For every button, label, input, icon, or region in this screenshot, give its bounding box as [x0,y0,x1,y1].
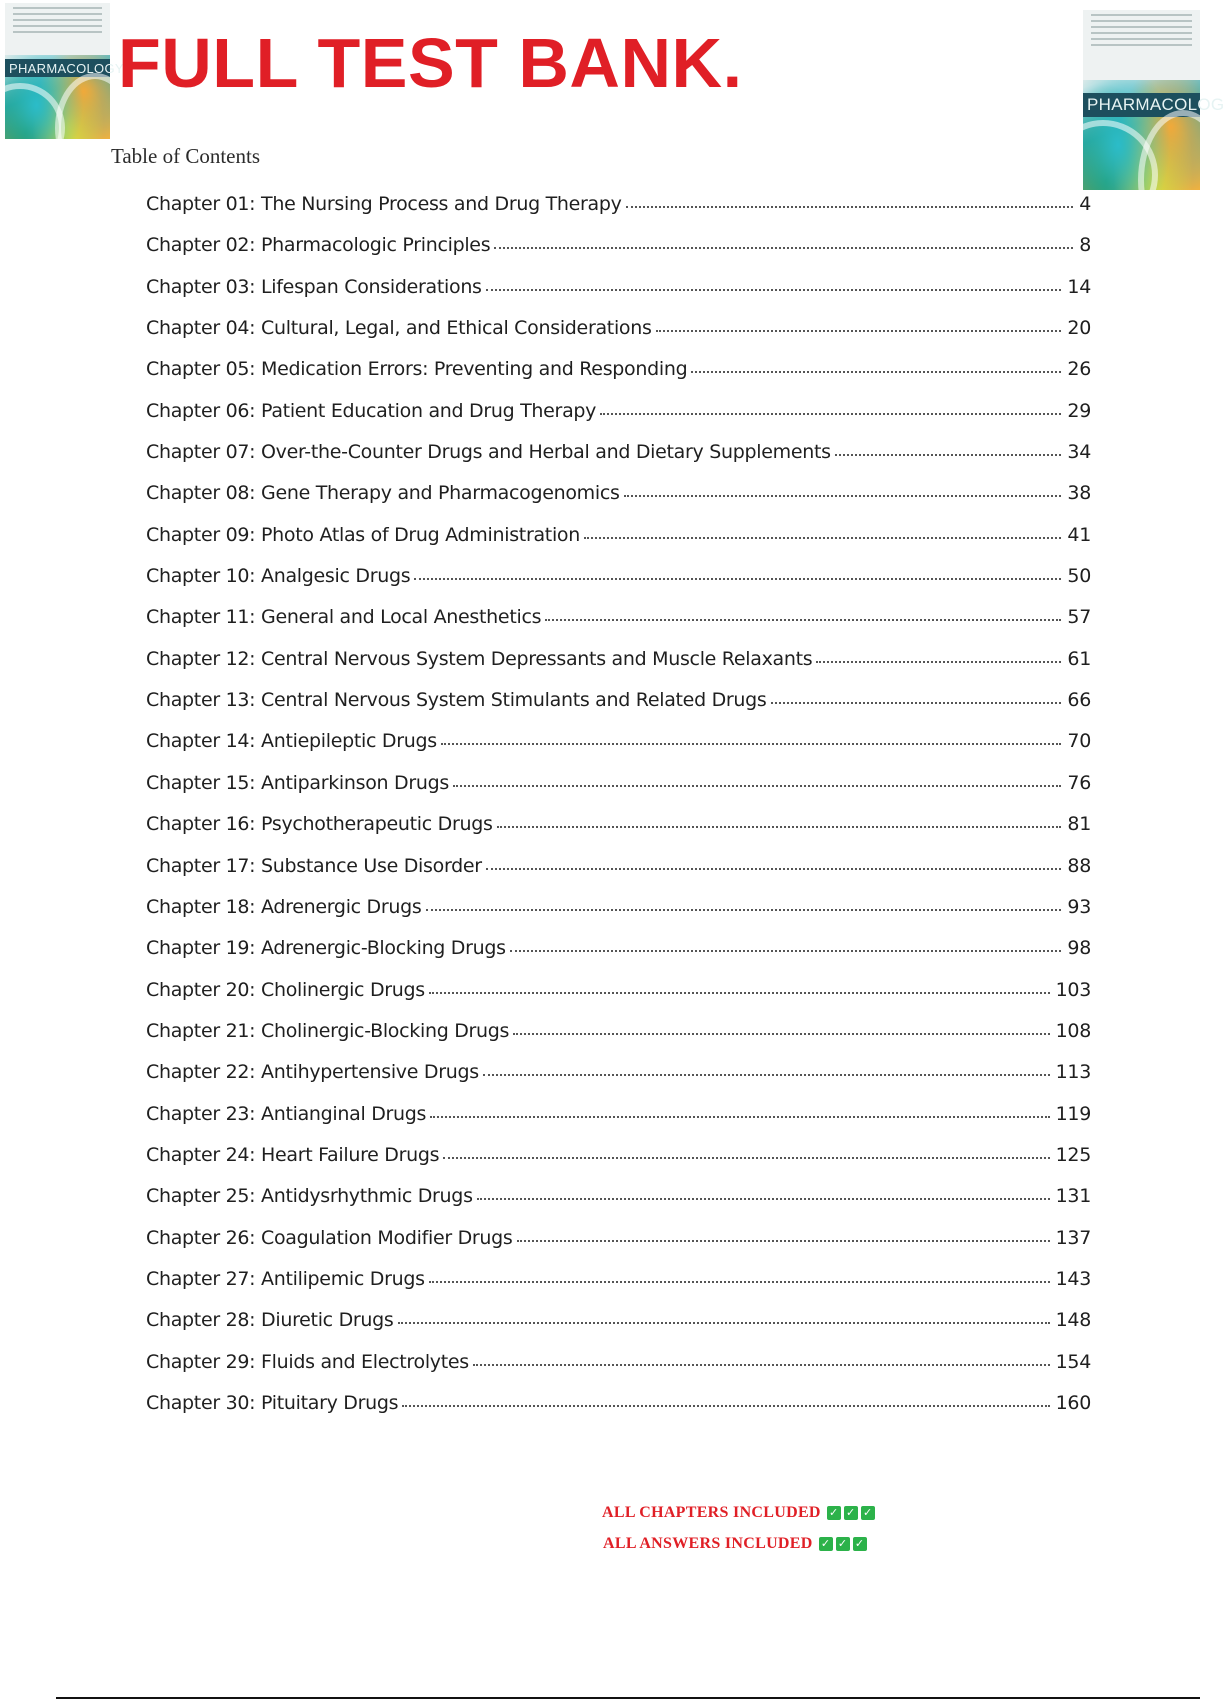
toc-entry-title: Chapter 06: Patient Education and Drug Therapy [146,399,597,422]
toc-entry-title: Chapter 26: Coagulation Modifier Drugs [146,1226,513,1249]
toc-entry-page: 38 [1067,482,1091,505]
check-icon: ✓ [844,1506,858,1520]
toc-entry-page: 61 [1067,647,1091,670]
toc-entry[interactable] [146,234,1091,275]
toc-entry-page: 119 [1055,1102,1091,1125]
toc-entry-page: 50 [1067,565,1091,588]
toc-dot-leader [626,204,1074,208]
toc-heading: Table of Contents [111,144,260,168]
toc-entry-page: 125 [1055,1143,1091,1166]
toc-dot-leader [494,245,1073,249]
toc-dot-leader [510,948,1062,952]
toc-entry-title: Chapter 18: Adrenergic Drugs [146,895,422,918]
toc-entry-title: Chapter 13: Central Nervous System Stimulants and Related Drugs [146,689,767,712]
toc-entry-page: 20 [1067,317,1091,340]
page-title: FULL TEST BANK. [118,24,743,102]
toc-entry-page: 98 [1067,937,1091,960]
toc-entry-title: Chapter 12: Central Nervous System Depressants and Muscle Relaxants [146,647,813,670]
check-marks [819,1537,870,1551]
toc-entry-title: Chapter 10: Analgesic Drugs [146,565,411,588]
toc-entry-title: Chapter 17: Substance Use Disorder [146,854,482,877]
cover-left-label: PHARMACOLOGY [5,59,110,77]
toc-entry-page: 154 [1055,1350,1091,1373]
toc-dot-leader [414,576,1061,580]
toc-entry-page: 70 [1067,730,1091,753]
toc-entry-page: 57 [1067,606,1091,629]
toc-list [146,193,1091,1433]
toc-entry-title: Chapter 29: Fluids and Electrolytes [146,1350,469,1373]
toc-entry[interactable] [146,1227,1091,1268]
toc-entry-title: Chapter 03: Lifespan Considerations [146,275,482,298]
toc-entry-title: Chapter 27: Antilipemic Drugs [146,1267,425,1290]
toc-dot-leader [453,783,1061,787]
toc-entry[interactable] [146,1392,1091,1433]
toc-entry-title: Chapter 23: Antianginal Drugs [146,1102,427,1125]
toc-entry-page: 66 [1067,689,1091,712]
toc-entry-title: Chapter 14: Antiepileptic Drugs [146,730,437,753]
toc-entry-title: Chapter 08: Gene Therapy and Pharmacogenomics [146,482,620,505]
toc-entry-page: 131 [1055,1185,1091,1208]
toc-entry[interactable] [146,648,1091,689]
toc-entry[interactable] [146,193,1091,234]
toc-entry[interactable] [146,441,1091,482]
toc-entry-title: Chapter 15: Antiparkinson Drugs [146,771,449,794]
toc-entry-page: 93 [1067,895,1091,918]
toc-entry[interactable] [146,1268,1091,1309]
toc-entry-page: 41 [1067,523,1091,546]
check-icon: ✓ [853,1537,867,1551]
toc-entry-title: Chapter 02: Pharmacologic Principles [146,234,491,257]
toc-entry-page: 26 [1067,358,1091,381]
check-icon: ✓ [861,1506,875,1520]
toc-dot-leader [771,700,1062,704]
toc-entry-page: 81 [1067,813,1091,836]
toc-entry-page: 143 [1055,1267,1091,1290]
toc-dot-leader [426,907,1062,911]
toc-dot-leader [443,1155,1049,1159]
check-icon: ✓ [819,1537,833,1551]
toc-dot-leader [477,1196,1050,1200]
toc-dot-leader [545,617,1061,621]
toc-entry[interactable] [146,1061,1091,1102]
toc-dot-leader [517,1238,1050,1242]
toc-entry[interactable] [146,565,1091,606]
toc-entry-title: Chapter 22: Antihypertensive Drugs [146,1061,479,1084]
toc-entry[interactable] [146,1351,1091,1392]
note-all-answers-label: ALL ANSWERS INCLUDED [603,1535,813,1552]
toc-entry-title: Chapter 09: Photo Atlas of Drug Administration [146,523,580,546]
toc-entry[interactable] [146,276,1091,317]
toc-entry-page: 137 [1055,1226,1091,1249]
toc-entry[interactable] [146,317,1091,358]
toc-entry[interactable] [146,937,1091,978]
toc-entry-title: Chapter 11: General and Local Anesthetics [146,606,542,629]
toc-dot-leader [486,866,1062,870]
toc-entry[interactable] [146,772,1091,813]
toc-dot-leader [513,1031,1049,1035]
toc-dot-leader [816,659,1061,663]
toc-entry-title: Chapter 07: Over-the-Counter Drugs and Herbal and Dietary Supplements [146,441,831,464]
toc-entry[interactable] [146,896,1091,937]
toc-entry[interactable] [146,813,1091,854]
toc-dot-leader [497,824,1062,828]
cover-right-label: PHARMACOLOG [1083,93,1200,117]
toc-entry[interactable] [146,855,1091,896]
toc-dot-leader [402,1403,1049,1407]
toc-entry-title: Chapter 28: Diuretic Drugs [146,1309,394,1332]
toc-entry-page: 14 [1067,275,1091,298]
toc-dot-leader [441,741,1062,745]
toc-entry-page: 148 [1055,1309,1091,1332]
check-icon: ✓ [827,1506,841,1520]
check-icon: ✓ [836,1537,850,1551]
toc-dot-leader [691,369,1061,373]
toc-entry-title: Chapter 19: Adrenergic-Blocking Drugs [146,937,506,960]
toc-entry-page: 160 [1055,1391,1091,1414]
toc-entry[interactable] [146,1185,1091,1226]
toc-dot-leader [624,493,1062,497]
toc-entry-page: 29 [1067,399,1091,422]
toc-entry[interactable] [146,979,1091,1020]
toc-entry-page: 88 [1067,854,1091,877]
toc-entry[interactable] [146,524,1091,565]
toc-dot-leader [486,287,1062,291]
toc-entry[interactable] [146,730,1091,771]
toc-entry-page: 76 [1067,771,1091,794]
toc-entry-title: Chapter 21: Cholinergic-Blocking Drugs [146,1019,510,1042]
toc-entry[interactable] [146,482,1091,523]
toc-entry-title: Chapter 24: Heart Failure Drugs [146,1143,440,1166]
toc-entry-page: 113 [1055,1061,1091,1084]
note-all-chapters [602,1504,878,1522]
toc-entry[interactable] [146,358,1091,399]
toc-dot-leader [429,1279,1050,1283]
toc-dot-leader [429,990,1050,994]
toc-dot-leader [430,1114,1049,1118]
toc-entry-page: 103 [1055,978,1091,1001]
toc-entry[interactable] [146,606,1091,647]
toc-entry[interactable] [146,1144,1091,1185]
toc-entry-title: Chapter 01: The Nursing Process and Drug Therapy [146,193,622,215]
check-marks [827,1506,878,1520]
toc-entry-title: Chapter 20: Cholinergic Drugs [146,978,425,1001]
toc-entry[interactable] [146,1103,1091,1144]
toc-entry-title: Chapter 16: Psychotherapeutic Drugs [146,813,493,836]
toc-entry-title: Chapter 05: Medication Errors: Preventing and Responding [146,358,688,381]
toc-entry-page: 108 [1055,1019,1091,1042]
toc-entry[interactable] [146,400,1091,441]
toc-dot-leader [584,535,1061,539]
toc-entry[interactable] [146,689,1091,730]
toc-entry-title: Chapter 25: Antidysrhythmic Drugs [146,1185,473,1208]
book-cover-left [5,3,124,139]
toc-dot-leader [656,328,1062,332]
book-cover-right [1083,10,1225,190]
bottom-rule [56,1697,1200,1699]
toc-dot-leader [473,1362,1050,1366]
note-all-chapters-label: ALL CHAPTERS INCLUDED [602,1504,821,1521]
toc-entry[interactable] [146,1309,1091,1350]
toc-entry-page: 4 [1079,193,1091,215]
toc-dot-leader [483,1072,1050,1076]
toc-entry-title: Chapter 30: Pituitary Drugs [146,1391,399,1414]
note-all-answers [603,1535,870,1553]
toc-dot-leader [835,452,1062,456]
toc-dot-leader [398,1320,1050,1324]
toc-entry-page: 34 [1067,441,1091,464]
toc-entry[interactable] [146,1020,1091,1061]
toc-dot-leader [600,411,1061,415]
toc-entry-title: Chapter 04: Cultural, Legal, and Ethical Considerations [146,317,652,340]
toc-entry-page: 8 [1079,234,1091,257]
